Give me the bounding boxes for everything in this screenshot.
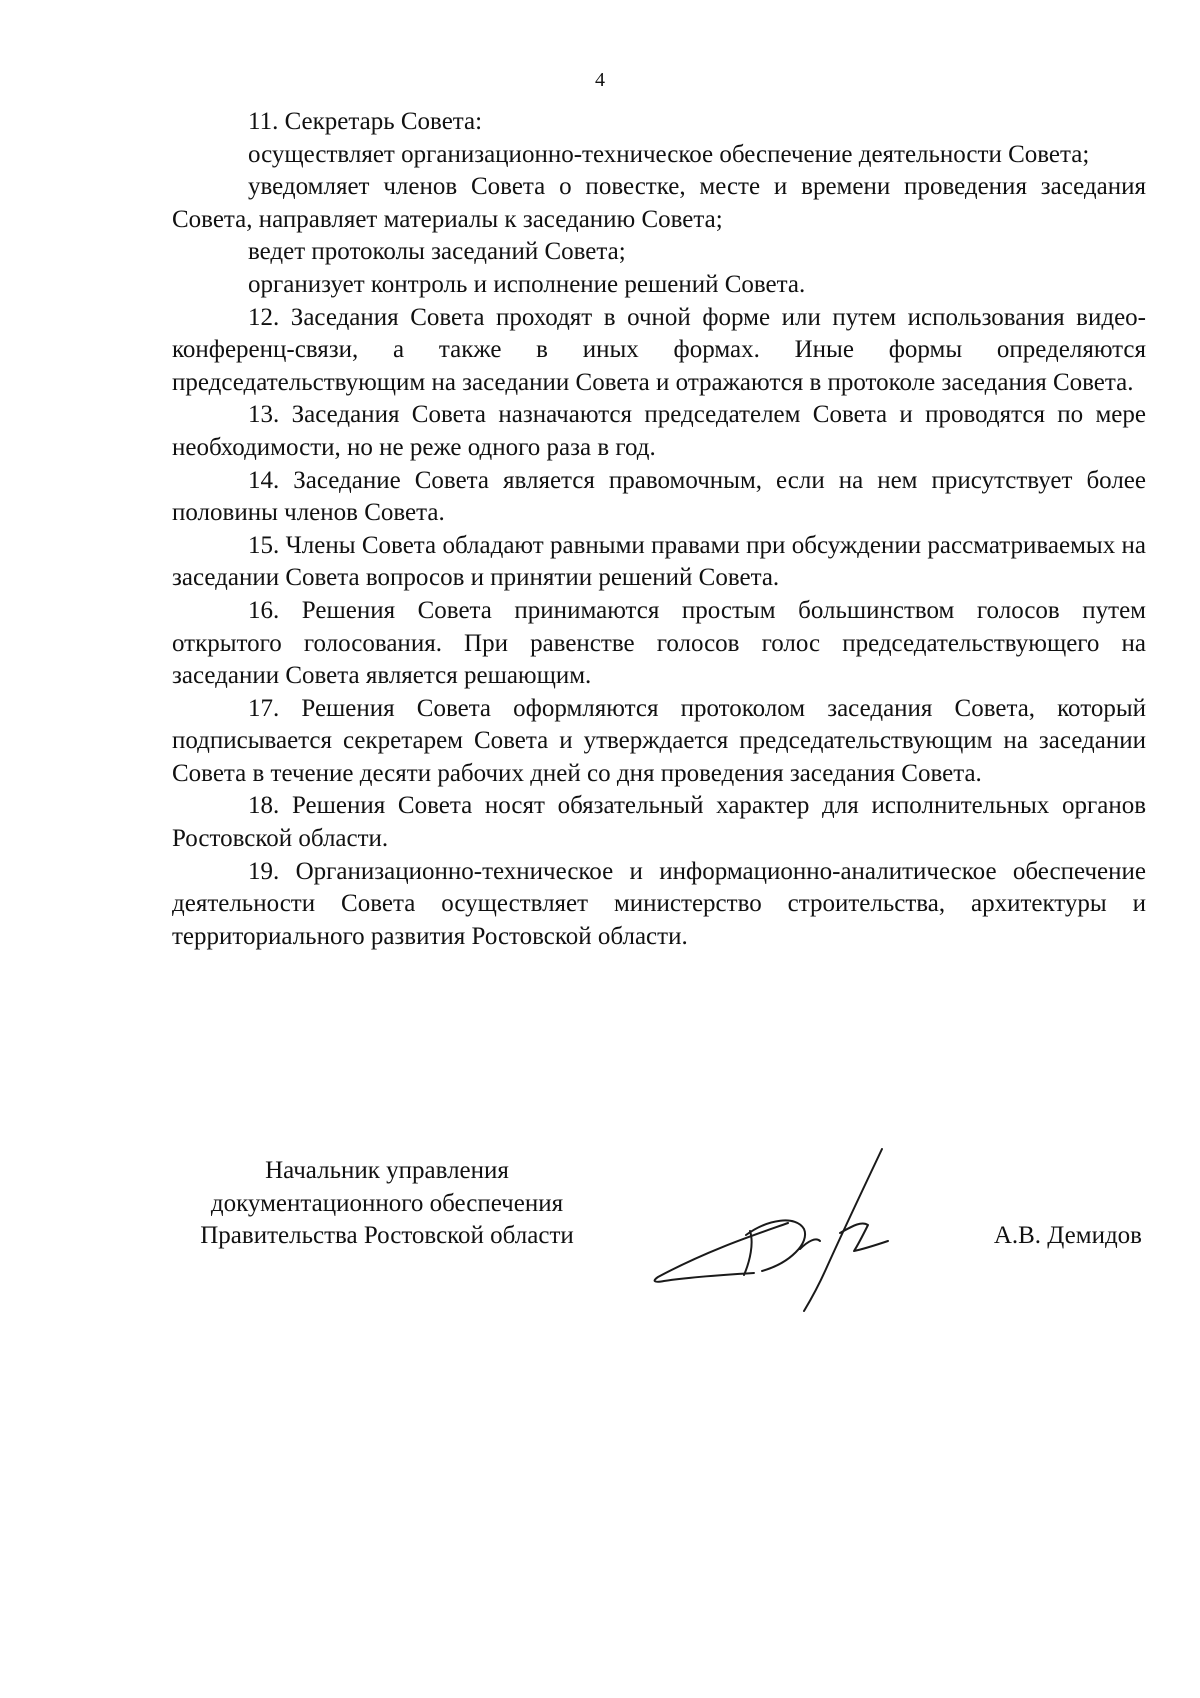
signature-block	[172, 1155, 1146, 1315]
signatory-position-line: Правительства Ростовской области	[200, 1222, 574, 1250]
paragraph-19: 19. Организационно-техническое и информационно-аналитическое обеспечение деятельности Совета осуществляет министерство строительства, архитектуры и территориального развития Ростовской области.	[172, 857, 1146, 950]
paragraph-12: 12. Заседания Совета проходят в очной форме или путем использования видео-конференц-связи, а также в иных формах. Иные формы определяются председательствующим на заседании Совета и отражаются в протоколе заседания Совета.	[172, 303, 1146, 396]
paragraph-11-item-3: ведет протоколы заседаний Совета;	[248, 238, 626, 266]
signatory-name: А.В. Демидов	[993, 1222, 1142, 1249]
paragraph-13: 13. Заседания Совета назначаются председателем Совета и проводятся по мере необходимости, но не реже одного раза в год.	[172, 401, 1146, 461]
paragraph-11-item-1: осуществляет организационно-техническое обеспечение деятельности Совета;	[248, 140, 1090, 168]
signatory-position-line: Начальник управления	[265, 1157, 509, 1184]
page-number: 4	[595, 69, 605, 91]
paragraph-16: 16. Решения Совета принимаются простым большинством голосов путем открытого голосования. При равенстве голосов голос председательствующего на заседании Совета является решающим.	[172, 596, 1146, 690]
paragraph-15: 15. Члены Совета обладают равными правами при обсуждении рассматриваемых на заседании Совета вопросов и принятии решений Совета.	[172, 531, 1146, 592]
handwritten-signature	[650, 1145, 940, 1315]
document-body	[172, 106, 1146, 953]
paragraph-11-heading: 11. Секретарь Совета:	[248, 108, 483, 135]
paragraph-17: 17. Решения Совета оформляются протоколом заседания Совета, который подписывается секретарем Совета и утверждается председательствующим на заседании Совета в течение десяти рабочих дней со дня проведения заседания Совета.	[172, 694, 1146, 787]
paragraph-11-item-2: уведомляет членов Совета о повестке, месте и времени проведения заседания Совета, направляет материалы к заседанию Совета;	[172, 173, 1146, 233]
signatory-position	[172, 1155, 602, 1253]
paragraph-14: 14. Заседание Совета является правомочным, если на нем присутствует более половины членов Совета.	[172, 466, 1146, 527]
paragraph-18: 18. Решения Совета носят обязательный характер для исполнительных органов Ростовской области.	[172, 792, 1146, 853]
paragraph-11-item-4: организует контроль и исполнение решений Совета.	[248, 270, 806, 298]
signatory-position-line: документационного обеспечения	[210, 1189, 564, 1217]
